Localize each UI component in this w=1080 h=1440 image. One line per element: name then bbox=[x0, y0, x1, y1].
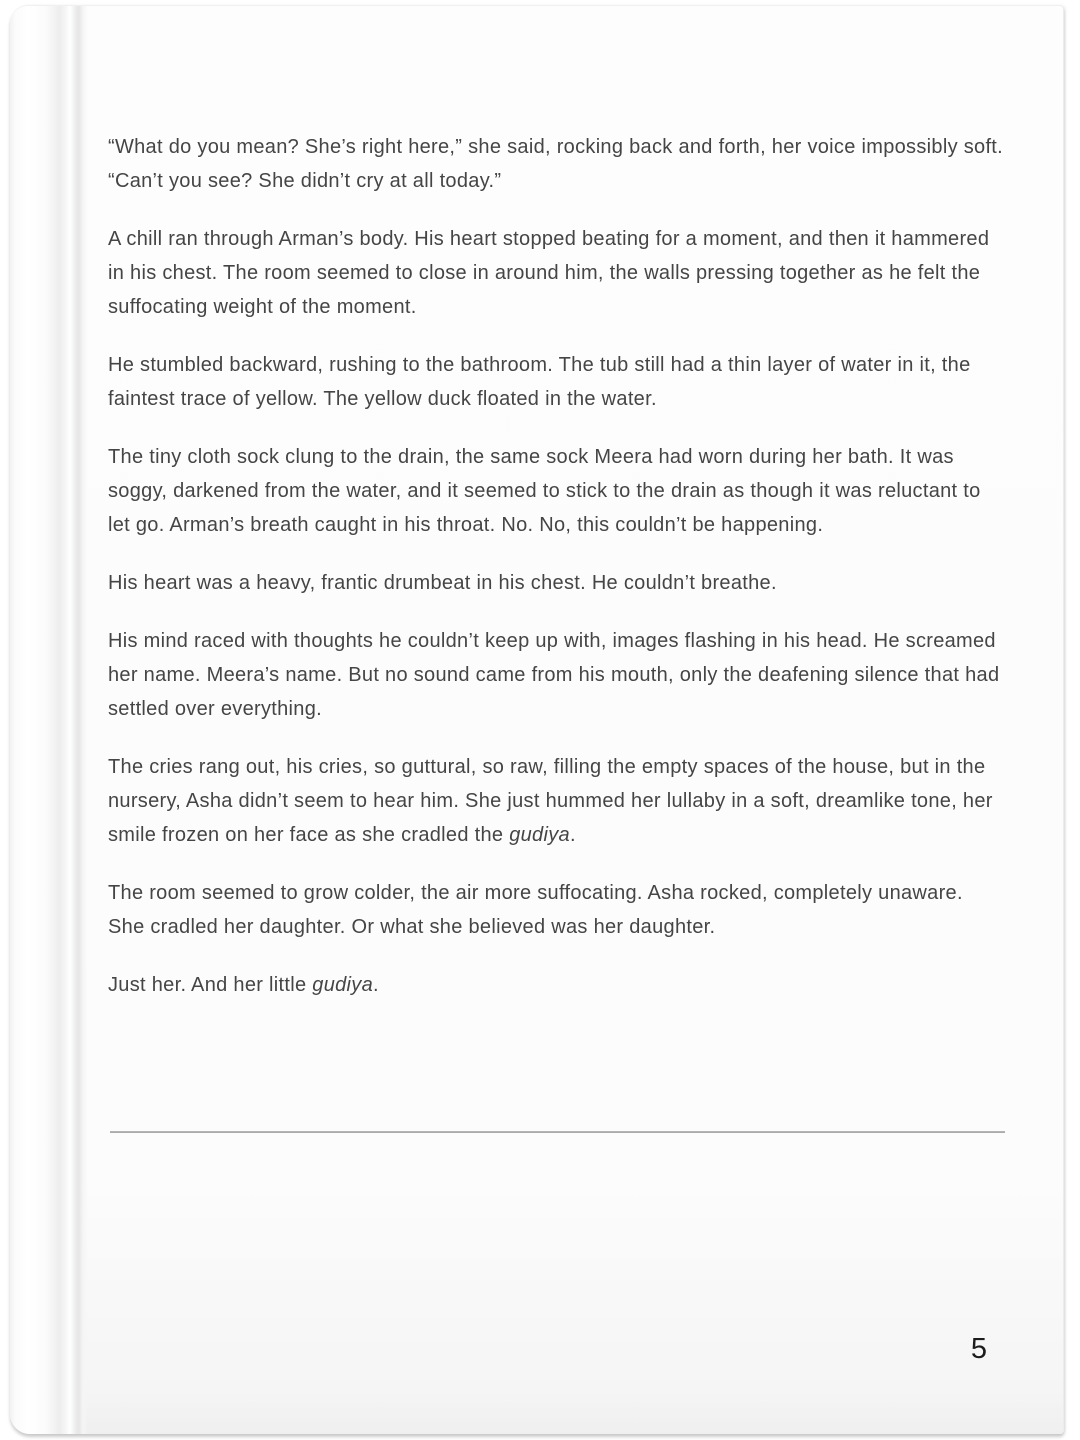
paragraph: Just her. And her little gudiya. bbox=[108, 974, 379, 996]
book-spine-edge bbox=[10, 6, 88, 1434]
paragraph: His mind raced with thoughts he couldn’t keep up with, images flashing in his head. He screamed her name. Meera’s name. But no sound came from his mouth, only the deafening silence that had settled over everything. bbox=[108, 630, 1000, 720]
page-content bbox=[108, 130, 1008, 1002]
paragraph: His heart was a heavy, frantic drumbeat in his chest. He couldn’t breathe. bbox=[108, 572, 777, 594]
paragraph: The tiny cloth sock clung to the drain, the same sock Meera had worn during her bath. It was soggy, darkened from the water, and it seemed to stick to the drain as though it was reluctant to let go. Arman’s breath caught in his throat. No. No, this couldn’t be happening. bbox=[108, 446, 981, 536]
paragraph: “What do you mean? She’s right here,” she said, rocking back and forth, her voice impossibly soft. “Can’t you see? She didn’t cry at all today.” bbox=[108, 136, 1004, 192]
paragraph: The cries rang out, his cries, so guttural, so raw, filling the empty spaces of the house, but in the nursery, Asha didn’t seem to hear him. She just hummed her lullaby in a soft, dreamlike tone, her smile frozen on her face as she cradled the gudiya. bbox=[108, 756, 993, 846]
paragraph: He stumbled backward, rushing to the bathroom. The tub still had a thin layer of water in it, the faintest trace of yellow. The yellow duck floated in the water. bbox=[108, 354, 971, 410]
paragraph: A chill ran through Arman’s body. His heart stopped beating for a moment, and then it hammered in his chest. The room seemed to close in around him, the walls pressing together as he felt the suffocating weight of the moment. bbox=[108, 228, 990, 318]
paragraph: The room seemed to grow colder, the air more suffocating. Asha rocked, completely unaware. She cradled her daughter. Or what she believed was her daughter. bbox=[108, 882, 963, 938]
section-divider bbox=[110, 1131, 1005, 1133]
book-page bbox=[10, 5, 1064, 1434]
page-number: 5 bbox=[970, 1333, 987, 1365]
story-text bbox=[108, 130, 1008, 1002]
